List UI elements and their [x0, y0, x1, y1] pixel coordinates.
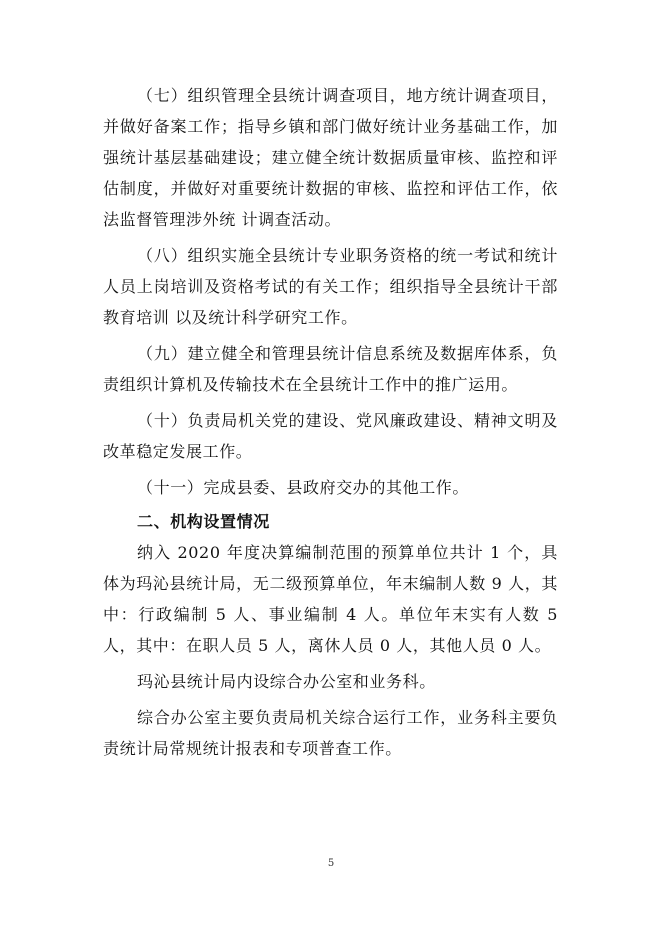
document-body [103, 80, 558, 764]
paragraph-budget-units: 纳入 2020 年度决算编制范围的预算单位共计 1 个，具体为玛沁县统计局，无二级预算单位，年末编制人数 9 人，其中：行政编制 5 人、事业编制 4 人。单位年末实有人数 5 人，其中：在职人员 5 人，离休人员 0 人，其他人员 0 人。 [103, 543, 558, 655]
section-heading: 二、机构设置情况 [137, 512, 270, 531]
page-number: 5 [327, 858, 335, 869]
paragraph-internal-departments: 玛沁县统计局内设综合办公室和业务科。 [137, 672, 436, 691]
paragraph-item-7: （七）组织管理全县统计调查项目，地方统计调查项目，并做好备案工作；指导乡镇和部门做好统计业务基础工作，加强统计基层基础建设；建立健全统计数据质量审核、监控和评估制度，并做好对重要统计数据的审核、监控和评估工作，依法监督管理涉外统 计调查活动。 [103, 86, 558, 229]
paragraph-item-8: （八）组织实施全县统计专业职务资格的统一考试和统计人员上岗培训及资格考试的有关工作；组织指导全县统计干部教育培训 以及统计科学研究工作。 [103, 246, 558, 327]
paragraph-item-11: （十一）完成县委、县政府交办的其他工作。 [137, 478, 470, 497]
paragraph-department-duties: 综合办公室主要负责局机关综合运行工作，业务科主要负责统计局常规统计报表和专项普查工作。 [103, 708, 558, 758]
paragraph-item-10: （十）负责局机关党的建设、党风廉政建设、精神文明及改革稳定发展工作。 [103, 411, 558, 461]
paragraph-item-9: （九）建立健全和管理县统计信息系统及数据库体系，负责组织计算机及传输技术在全县统计工作中的推广运用。 [103, 344, 558, 394]
